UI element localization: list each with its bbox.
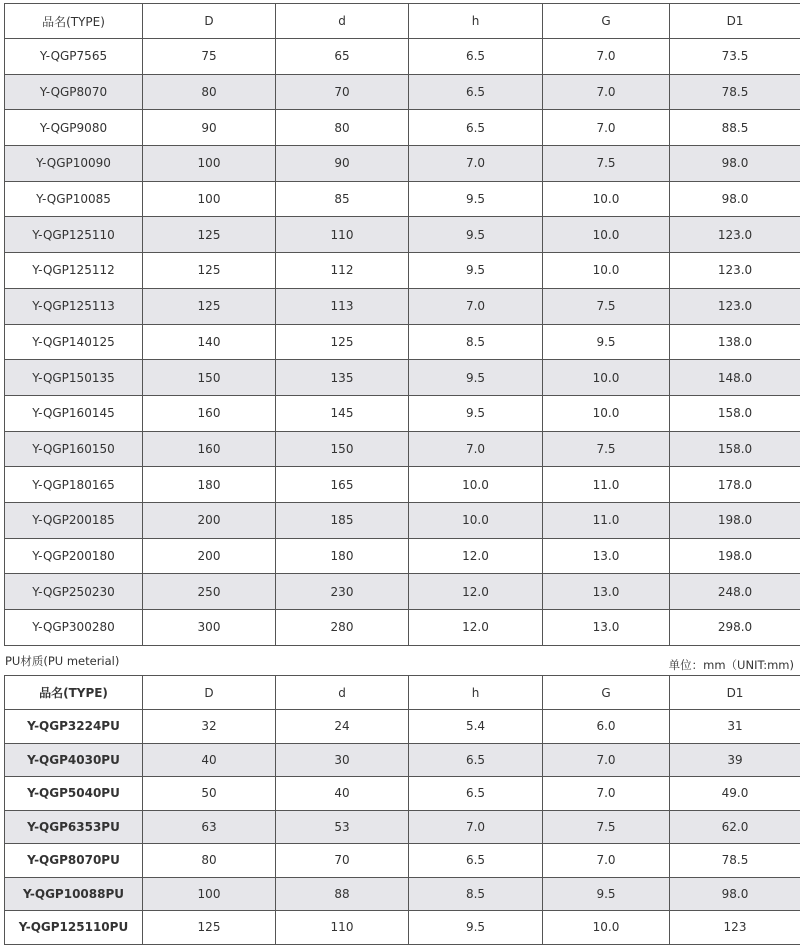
value-cell: 6.5 [409, 110, 543, 146]
value-cell: 9.5 [409, 253, 543, 289]
value-cell: 7.0 [543, 777, 670, 811]
value-cell: 6.0 [543, 710, 670, 744]
column-header: d [276, 4, 409, 39]
value-cell: 9.5 [543, 324, 670, 360]
value-cell: 145 [276, 395, 409, 431]
column-header: h [409, 4, 543, 39]
value-cell: 9.5 [543, 877, 670, 911]
value-cell: 7.0 [409, 146, 543, 182]
value-cell: 110 [276, 217, 409, 253]
value-cell: 6.5 [409, 844, 543, 878]
value-cell: 230 [276, 574, 409, 610]
value-cell: 180 [276, 538, 409, 574]
column-header: D1 [670, 4, 800, 39]
value-cell: 12.0 [409, 574, 543, 610]
type-cell: Y-QGP10088PU [5, 877, 143, 911]
value-cell: 98.0 [670, 181, 800, 217]
value-cell: 198.0 [670, 502, 800, 538]
value-cell: 70 [276, 844, 409, 878]
table-row [5, 288, 800, 324]
value-cell: 10.0 [409, 467, 543, 503]
value-cell: 10.0 [543, 360, 670, 396]
value-cell: 10.0 [543, 181, 670, 217]
value-cell: 7.5 [543, 431, 670, 467]
value-cell: 178.0 [670, 467, 800, 503]
value-cell: 80 [143, 844, 276, 878]
value-cell: 85 [276, 181, 409, 217]
value-cell: 12.0 [409, 610, 543, 646]
table-row [5, 911, 800, 945]
value-cell: 112 [276, 253, 409, 289]
value-cell: 88 [276, 877, 409, 911]
column-header: h [409, 676, 543, 710]
table-row [5, 710, 800, 744]
type-cell: Y-QGP6353PU [5, 810, 143, 844]
value-cell: 50 [143, 777, 276, 811]
value-cell: 90 [143, 110, 276, 146]
value-cell: 138.0 [670, 324, 800, 360]
value-cell: 49.0 [670, 777, 800, 811]
type-cell: Y-QGP160145 [5, 395, 143, 431]
unit-label: 单位：mm（UNIT:mm) [669, 657, 794, 673]
value-cell: 80 [276, 110, 409, 146]
table-row [5, 502, 800, 538]
value-cell: 9.5 [409, 395, 543, 431]
value-cell: 6.5 [409, 777, 543, 811]
value-cell: 7.0 [543, 743, 670, 777]
value-cell: 200 [143, 502, 276, 538]
value-cell: 150 [276, 431, 409, 467]
table-row [5, 743, 800, 777]
type-cell: Y-QGP125110PU [5, 911, 143, 945]
value-cell: 248.0 [670, 574, 800, 610]
value-cell: 13.0 [543, 574, 670, 610]
value-cell: 125 [143, 253, 276, 289]
table-row [5, 777, 800, 811]
value-cell: 180 [143, 467, 276, 503]
column-header: 品名(TYPE) [5, 4, 143, 39]
type-cell: Y-QGP4030PU [5, 743, 143, 777]
value-cell: 7.0 [543, 74, 670, 110]
value-cell: 98.0 [670, 146, 800, 182]
table-header-row [5, 4, 800, 39]
value-cell: 9.5 [409, 181, 543, 217]
table-row [5, 74, 800, 110]
table-row [5, 39, 800, 75]
value-cell: 32 [143, 710, 276, 744]
column-header: G [543, 4, 670, 39]
table-header-row [5, 676, 800, 710]
value-cell: 148.0 [670, 360, 800, 396]
value-cell: 6.5 [409, 74, 543, 110]
type-cell: Y-QGP8070PU [5, 844, 143, 878]
value-cell: 10.0 [409, 502, 543, 538]
table-row [5, 360, 800, 396]
value-cell: 70 [276, 74, 409, 110]
value-cell: 9.5 [409, 911, 543, 945]
value-cell: 160 [143, 395, 276, 431]
value-cell: 11.0 [543, 502, 670, 538]
value-cell: 140 [143, 324, 276, 360]
value-cell: 100 [143, 181, 276, 217]
value-cell: 158.0 [670, 431, 800, 467]
type-cell: Y-QGP9080 [5, 110, 143, 146]
type-cell: Y-QGP140125 [5, 324, 143, 360]
value-cell: 10.0 [543, 395, 670, 431]
value-cell: 298.0 [670, 610, 800, 646]
type-cell: Y-QGP125113 [5, 288, 143, 324]
column-header: D [143, 676, 276, 710]
value-cell: 78.5 [670, 844, 800, 878]
pu-material-caption: PU材质(PU meterial) [5, 653, 119, 669]
value-cell: 7.0 [409, 810, 543, 844]
type-cell: Y-QGP180165 [5, 467, 143, 503]
value-cell: 9.5 [409, 217, 543, 253]
value-cell: 7.0 [409, 288, 543, 324]
type-cell: Y-QGP300280 [5, 610, 143, 646]
type-cell: Y-QGP200180 [5, 538, 143, 574]
value-cell: 8.5 [409, 877, 543, 911]
type-cell: Y-QGP150135 [5, 360, 143, 396]
value-cell: 7.0 [543, 110, 670, 146]
table-row [5, 253, 800, 289]
value-cell: 100 [143, 877, 276, 911]
value-cell: 185 [276, 502, 409, 538]
value-cell: 75 [143, 39, 276, 75]
value-cell: 198.0 [670, 538, 800, 574]
value-cell: 280 [276, 610, 409, 646]
value-cell: 123.0 [670, 288, 800, 324]
value-cell: 10.0 [543, 253, 670, 289]
value-cell: 73.5 [670, 39, 800, 75]
value-cell: 65 [276, 39, 409, 75]
type-cell: Y-QGP160150 [5, 431, 143, 467]
value-cell: 110 [276, 911, 409, 945]
table-row [5, 538, 800, 574]
value-cell: 150 [143, 360, 276, 396]
value-cell: 13.0 [543, 538, 670, 574]
value-cell: 39 [670, 743, 800, 777]
value-cell: 7.5 [543, 146, 670, 182]
value-cell: 63 [143, 810, 276, 844]
value-cell: 31 [670, 710, 800, 744]
value-cell: 7.0 [543, 844, 670, 878]
column-header: d [276, 676, 409, 710]
column-header: 品名(TYPE) [5, 676, 143, 710]
type-cell: Y-QGP125110 [5, 217, 143, 253]
value-cell: 90 [276, 146, 409, 182]
value-cell: 12.0 [409, 538, 543, 574]
type-cell: Y-QGP10085 [5, 181, 143, 217]
value-cell: 13.0 [543, 610, 670, 646]
value-cell: 8.5 [409, 324, 543, 360]
table-row [5, 110, 800, 146]
value-cell: 10.0 [543, 217, 670, 253]
type-cell: Y-QGP7565 [5, 39, 143, 75]
value-cell: 100 [143, 146, 276, 182]
type-cell: Y-QGP3224PU [5, 710, 143, 744]
value-cell: 40 [143, 743, 276, 777]
value-cell: 10.0 [543, 911, 670, 945]
type-cell: Y-QGP10090 [5, 146, 143, 182]
table-row [5, 395, 800, 431]
value-cell: 125 [143, 217, 276, 253]
value-cell: 7.5 [543, 810, 670, 844]
value-cell: 7.5 [543, 288, 670, 324]
value-cell: 6.5 [409, 39, 543, 75]
type-cell: Y-QGP5040PU [5, 777, 143, 811]
value-cell: 88.5 [670, 110, 800, 146]
value-cell: 30 [276, 743, 409, 777]
table-row [5, 610, 800, 646]
value-cell: 123.0 [670, 253, 800, 289]
value-cell: 200 [143, 538, 276, 574]
value-cell: 6.5 [409, 743, 543, 777]
value-cell: 7.0 [409, 431, 543, 467]
pu-spec-table [4, 675, 800, 945]
value-cell: 80 [143, 74, 276, 110]
type-cell: Y-QGP125112 [5, 253, 143, 289]
value-cell: 7.0 [543, 39, 670, 75]
table-row [5, 217, 800, 253]
table-row [5, 877, 800, 911]
value-cell: 158.0 [670, 395, 800, 431]
value-cell: 250 [143, 574, 276, 610]
table-row [5, 324, 800, 360]
value-cell: 40 [276, 777, 409, 811]
standard-spec-table [4, 3, 800, 646]
column-header: D [143, 4, 276, 39]
value-cell: 5.4 [409, 710, 543, 744]
value-cell: 53 [276, 810, 409, 844]
type-cell: Y-QGP200185 [5, 502, 143, 538]
value-cell: 125 [143, 288, 276, 324]
value-cell: 11.0 [543, 467, 670, 503]
value-cell: 300 [143, 610, 276, 646]
value-cell: 9.5 [409, 360, 543, 396]
type-cell: Y-QGP250230 [5, 574, 143, 610]
column-header: G [543, 676, 670, 710]
value-cell: 123.0 [670, 217, 800, 253]
value-cell: 125 [143, 911, 276, 945]
table-row [5, 146, 800, 182]
value-cell: 123 [670, 911, 800, 945]
value-cell: 62.0 [670, 810, 800, 844]
table-row [5, 181, 800, 217]
table-row [5, 574, 800, 610]
value-cell: 135 [276, 360, 409, 396]
table-row [5, 810, 800, 844]
column-header: D1 [670, 676, 800, 710]
value-cell: 125 [276, 324, 409, 360]
type-cell: Y-QGP8070 [5, 74, 143, 110]
value-cell: 98.0 [670, 877, 800, 911]
value-cell: 113 [276, 288, 409, 324]
value-cell: 160 [143, 431, 276, 467]
table-row [5, 844, 800, 878]
table-row [5, 431, 800, 467]
value-cell: 24 [276, 710, 409, 744]
table-row [5, 467, 800, 503]
value-cell: 165 [276, 467, 409, 503]
value-cell: 78.5 [670, 74, 800, 110]
